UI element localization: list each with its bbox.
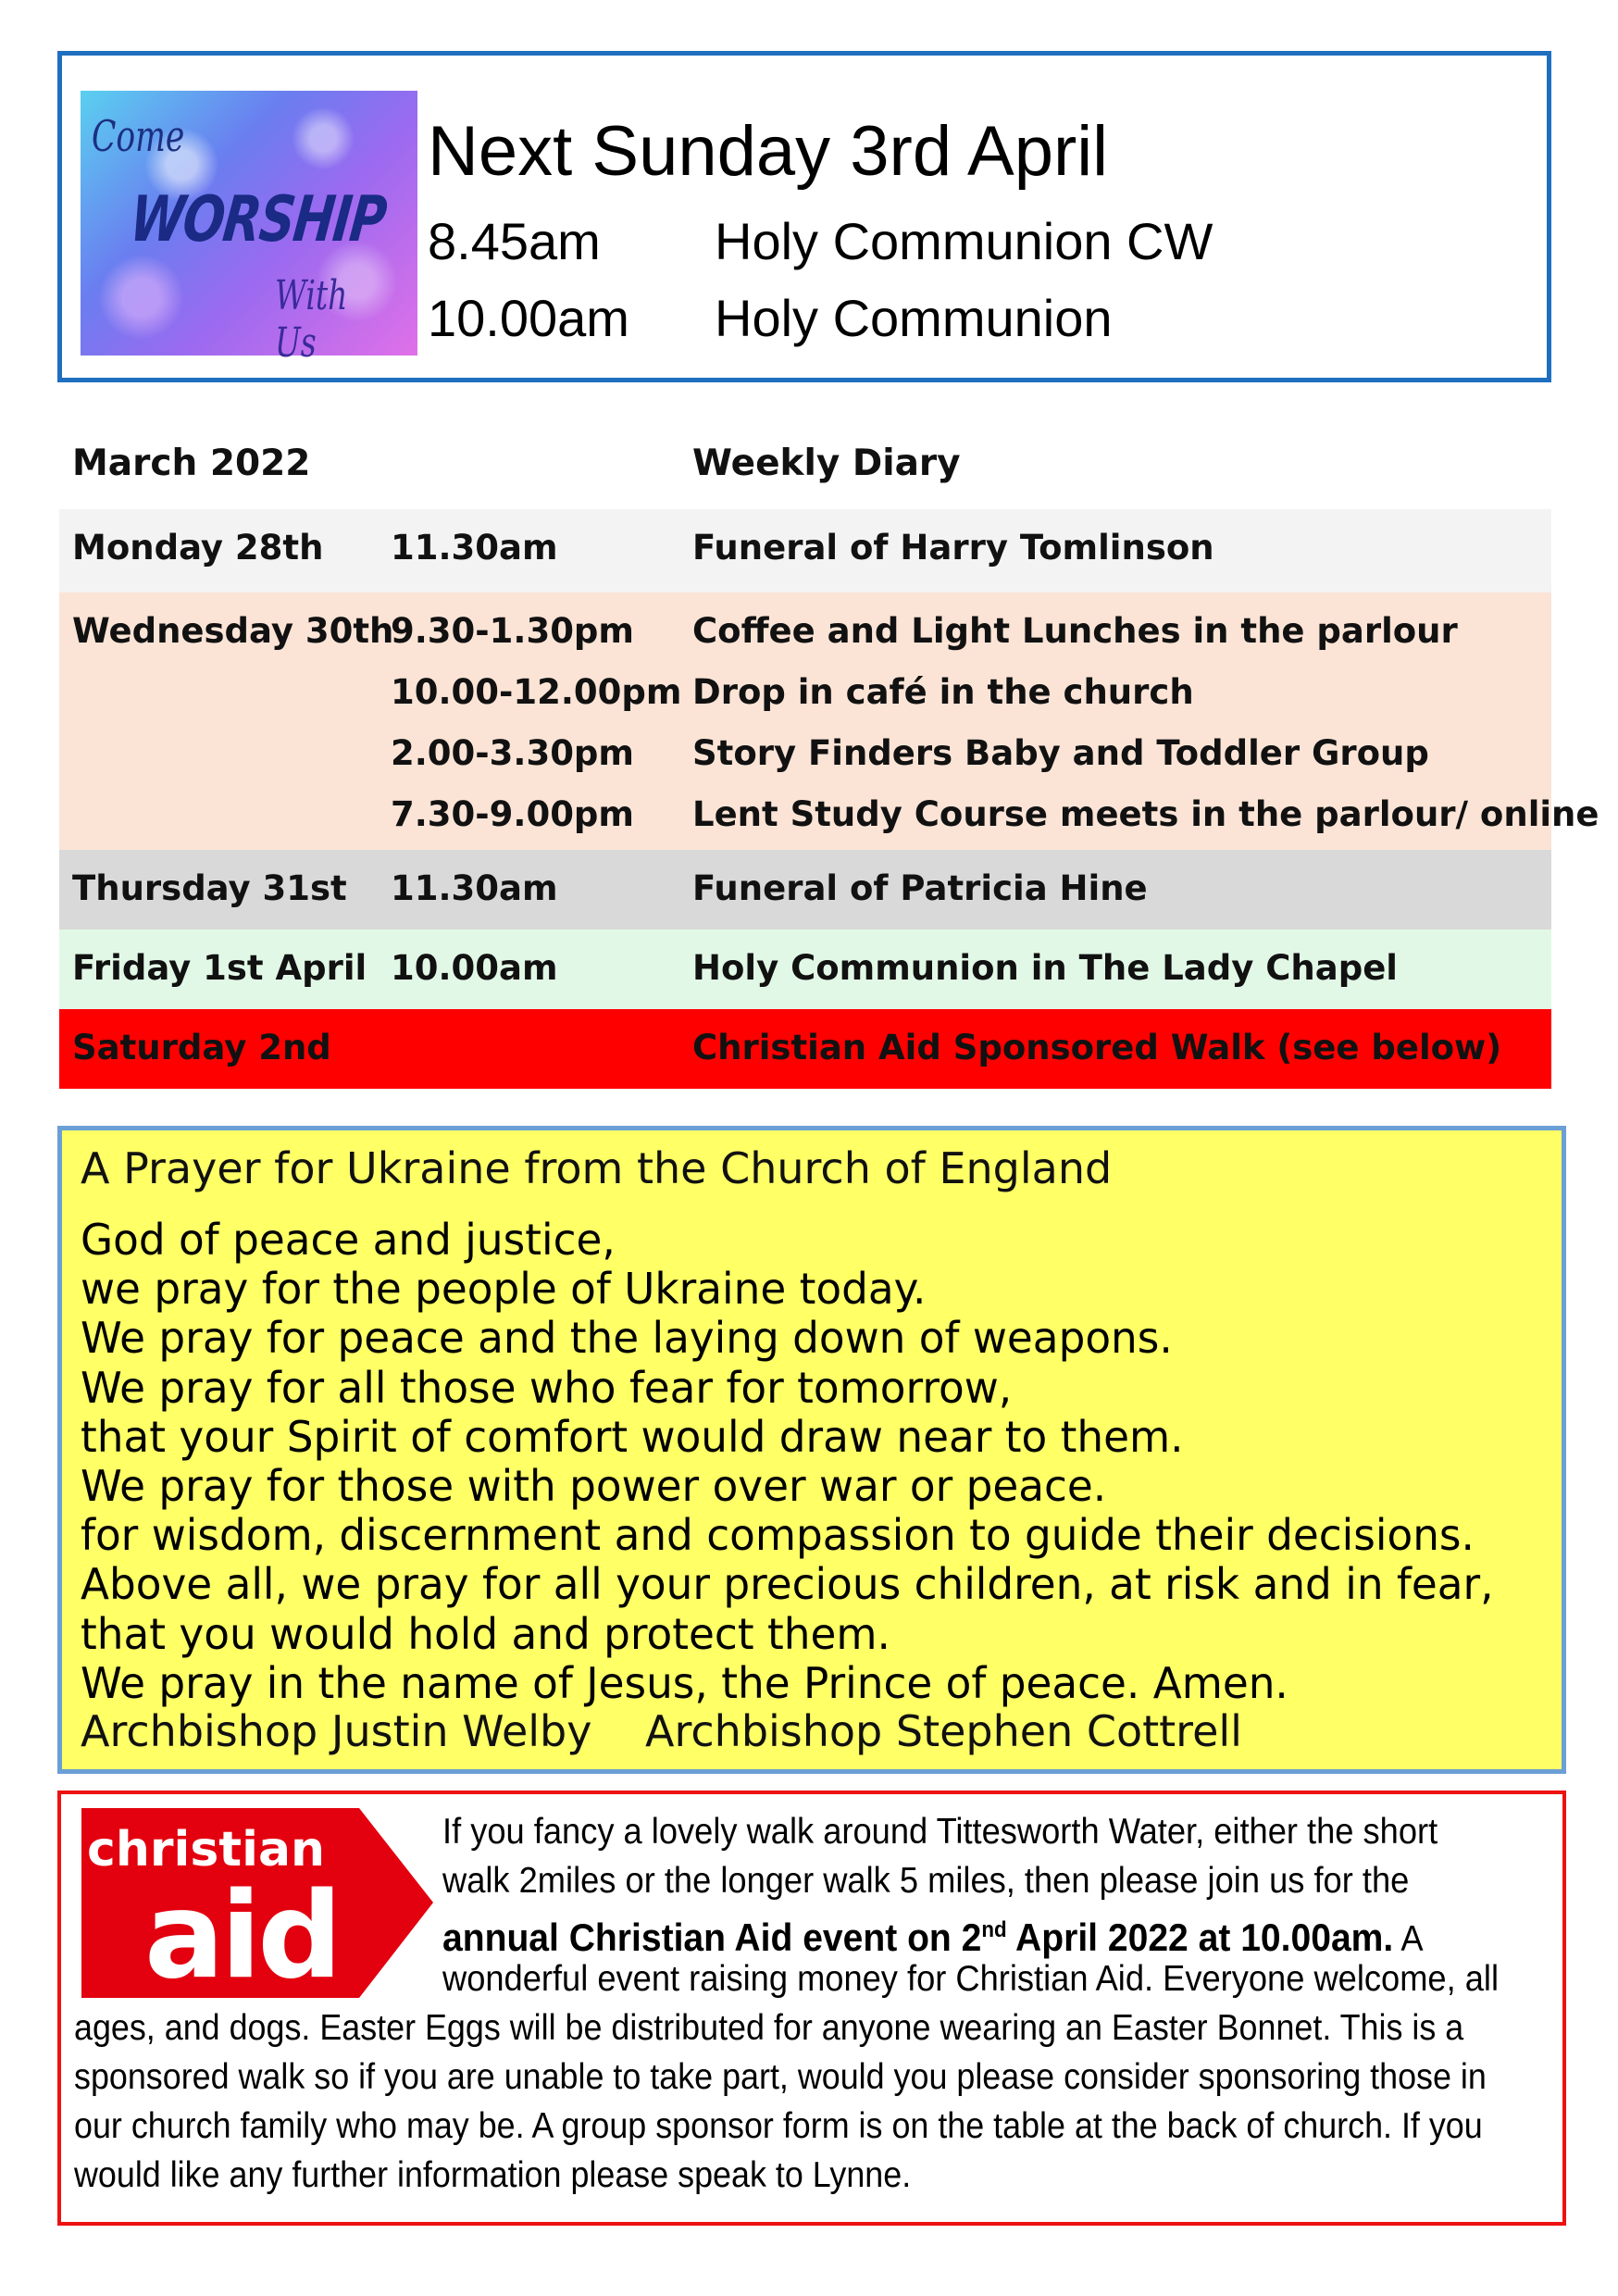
diary-event: Drop in café in the church <box>692 672 1194 712</box>
aid-paragraph-line: wonderful event raising money for Christian Aid. Everyone welcome, all <box>442 1959 1500 1999</box>
service-name: Holy Communion CW <box>715 212 1214 270</box>
prayer-line: we pray for the people of Ukraine today. <box>81 1264 927 1315</box>
diary-time: 9.30-1.30pm <box>391 611 634 651</box>
next-sunday-title: Next Sunday 3rd April <box>428 112 1109 191</box>
diary-time: 11.30am <box>391 868 558 908</box>
logo-text-christian: christian <box>87 1822 326 1878</box>
diary-row-wednesday <box>59 593 1599 850</box>
diary-row-monday <box>59 509 1551 593</box>
prayer-for-ukraine-box <box>57 1126 1566 1774</box>
prayer-line: We pray for all those who fear for tomorrow, <box>81 1362 1013 1413</box>
service-time: 8.45am <box>428 212 601 270</box>
prayer-line: that you would hold and protect them. <box>81 1608 890 1659</box>
prayer-title: A Prayer for Ukraine from the Church of England <box>81 1143 1113 1193</box>
service-name: Holy Communion <box>715 289 1113 347</box>
come-worship-logo <box>81 91 417 367</box>
diary-time: 11.30am <box>391 528 558 568</box>
prayer-text <box>81 1216 1515 1708</box>
prayer-line: We pray in the name of Jesus, the Prince of peace. Amen. <box>81 1657 1288 1708</box>
prayer-line: God of peace and justice, <box>81 1215 616 1265</box>
aid-paragraph-line: ages, and dogs. Easter Eggs will be distributed for anyone wearing an Easter Bonnet. This is a <box>74 2008 1464 2048</box>
aid-paragraph-line: annual Christian Aid event on 2nd April 2022 at 10.00am. A <box>442 1915 1424 1959</box>
aid-event-date: annual Christian Aid event on 2nd April 2022 at 10.00am. <box>442 1915 1394 1959</box>
diary-day: Thursday 31st <box>72 868 347 908</box>
next-sunday-box <box>57 51 1551 382</box>
diary-event: Christian Aid Sponsored Walk (see below) <box>692 1028 1502 1067</box>
logo-line-come: Come <box>92 111 185 161</box>
diary-day: Friday 1st April <box>72 948 367 988</box>
diary-event: Story Finders Baby and Toddler Group <box>692 733 1429 773</box>
diary-day: Wednesday 30th <box>72 611 394 651</box>
aid-paragraph-line: walk 2miles or the longer walk 5 miles, then please join us for the <box>442 1861 1410 1901</box>
diary-row-thursday <box>59 850 1551 930</box>
diary-time: 10.00-12.00pm <box>391 672 682 712</box>
prayer-line: for wisdom, discernment and compassion to guide their decisions. <box>81 1510 1475 1561</box>
signatory-welby: Archbishop Justin Welby <box>81 1706 592 1756</box>
aid-paragraph-line: our church family who may be. A group sponsor form is on the table at the back of church. If you <box>74 2106 1483 2146</box>
diary-event: Funeral of Patricia Hine <box>692 868 1148 908</box>
prayer-line: that your Spirit of comfort would draw near to them. <box>81 1411 1184 1462</box>
diary-event: Coffee and Light Lunches in the parlour <box>692 611 1458 651</box>
diary-time: 10.00am <box>391 948 558 988</box>
diary-event: Lent Study Course meets in the parlour/ online <box>692 794 1599 834</box>
logo-line-worship: WORSHIP <box>126 183 390 256</box>
logo-line-with-us: With Us <box>275 272 348 367</box>
aid-paragraph-line: If you fancy a lovely walk around Tittesworth Water, either the short <box>442 1812 1438 1852</box>
aid-paragraph-line: would like any further information please speak to Lynne. <box>74 2155 912 2195</box>
diary-day: Monday 28th <box>72 528 324 568</box>
service-time: 10.00am <box>428 289 629 347</box>
prayer-line: We pray for those with power over war or peace. <box>81 1461 1107 1512</box>
christian-aid-logo <box>81 1808 433 1998</box>
diary-row-friday <box>59 930 1551 1009</box>
prayer-line: Above all, we pray for all your precious children, at risk and in fear, <box>81 1559 1494 1610</box>
signatory-cottrell: Archbishop Stephen Cottrell <box>645 1706 1242 1756</box>
christian-aid-box <box>57 1791 1566 2226</box>
prayer-line: We pray for peace and the laying down of weapons. <box>81 1313 1173 1364</box>
diary-time: 7.30-9.00pm <box>391 794 634 834</box>
aid-paragraph-line: sponsored walk so if you are unable to take part, would you please consider sponsoring those in <box>74 2057 1487 2097</box>
diary-event: Funeral of Harry Tomlinson <box>692 528 1214 568</box>
diary-row-saturday <box>59 1009 1551 1089</box>
diary-heading: Weekly Diary <box>692 443 961 484</box>
logo-text-aid: aid <box>144 1867 339 1998</box>
diary-event: Holy Communion in The Lady Chapel <box>692 948 1398 988</box>
diary-day: Saturday 2nd <box>72 1028 331 1067</box>
diary-month-label: March 2022 <box>72 443 311 484</box>
diary-time: 2.00-3.30pm <box>391 733 634 773</box>
